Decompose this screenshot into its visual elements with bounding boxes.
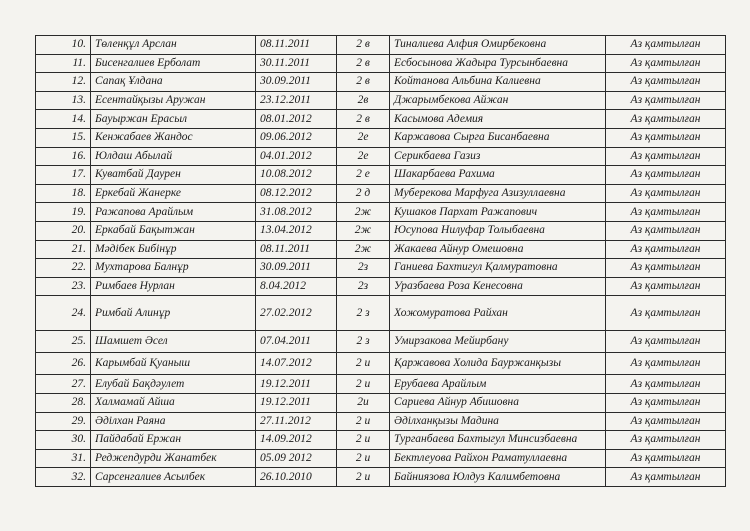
roster-body <box>36 36 726 487</box>
birth-date: 10.08.2012 <box>256 166 337 185</box>
table-row <box>36 184 726 203</box>
birth-date: 26.10.2010 <box>256 468 337 487</box>
student-roster-table <box>35 35 726 487</box>
student-name: Сапақ Ұлдана <box>91 73 256 92</box>
status-label: Аз қамтылған <box>606 259 726 278</box>
student-name: Ражапова Арайлым <box>91 203 256 222</box>
student-name: Юлдаш Абылай <box>91 147 256 166</box>
student-name: Пайдабай Ержан <box>91 431 256 450</box>
student-name: Есентайқызы Аружан <box>91 91 256 110</box>
class-label: 2 з <box>337 331 390 353</box>
student-name: Реджепдурди Жанатбек <box>91 449 256 468</box>
teacher-name: Каржавова Сырга Бисанбаевна <box>390 128 606 147</box>
class-label: 2 д <box>337 184 390 203</box>
teacher-name: Ерубаева Арайлым <box>390 375 606 394</box>
student-name: Мәдібек Бибінұр <box>91 240 256 259</box>
birth-date: 14.09.2012 <box>256 431 337 450</box>
row-number: 12. <box>36 73 91 92</box>
class-label: 2з <box>337 259 390 278</box>
birth-date: 08.11.2011 <box>256 36 337 55</box>
status-label: Аз қамтылған <box>606 36 726 55</box>
student-name: Халмамай Айша <box>91 393 256 412</box>
row-number: 21. <box>36 240 91 259</box>
table-row <box>36 110 726 129</box>
table-row <box>36 331 726 353</box>
class-label: 2ж <box>337 240 390 259</box>
table-row <box>36 412 726 431</box>
status-label: Аз қамтылған <box>606 91 726 110</box>
teacher-name: Сариева Айнур Абишовна <box>390 393 606 412</box>
row-number: 30. <box>36 431 91 450</box>
row-number: 14. <box>36 110 91 129</box>
class-label: 2ж <box>337 221 390 240</box>
row-number: 29. <box>36 412 91 431</box>
table-row <box>36 296 726 331</box>
status-label: Аз қамтылған <box>606 393 726 412</box>
table-row <box>36 91 726 110</box>
class-label: 2 в <box>337 73 390 92</box>
birth-date: 8.04.2012 <box>256 277 337 296</box>
status-label: Аз қамтылған <box>606 203 726 222</box>
student-name: Римбай Алинұр <box>91 296 256 331</box>
table-row <box>36 449 726 468</box>
teacher-name: Хожомуратова Райхан <box>390 296 606 331</box>
status-label: Аз қамтылған <box>606 110 726 129</box>
row-number: 31. <box>36 449 91 468</box>
class-label: 2и <box>337 393 390 412</box>
birth-date: 04.01.2012 <box>256 147 337 166</box>
status-label: Аз қамтылған <box>606 353 726 375</box>
student-name: Мухтарова Балнұр <box>91 259 256 278</box>
table-row <box>36 393 726 412</box>
row-number: 19. <box>36 203 91 222</box>
row-number: 23. <box>36 277 91 296</box>
table-row <box>36 259 726 278</box>
status-label: Аз қамтылған <box>606 184 726 203</box>
table-row <box>36 277 726 296</box>
teacher-name: Есбосынова Жадыра Турсынбаевна <box>390 54 606 73</box>
birth-date: 27.11.2012 <box>256 412 337 431</box>
class-label: 2 в <box>337 54 390 73</box>
class-label: 2 в <box>337 110 390 129</box>
teacher-name: Джарымбекова Айжан <box>390 91 606 110</box>
student-name: Елубай Бақдәулет <box>91 375 256 394</box>
table-row <box>36 73 726 92</box>
teacher-name: Бектлеуова Райхон Раматуллаевна <box>390 449 606 468</box>
status-label: Аз қамтылған <box>606 468 726 487</box>
birth-date: 08.11.2011 <box>256 240 337 259</box>
status-label: Аз қамтылған <box>606 147 726 166</box>
class-label: 2 и <box>337 375 390 394</box>
teacher-name: Жакаева Айнур Омешовна <box>390 240 606 259</box>
table-row <box>36 54 726 73</box>
table-row <box>36 240 726 259</box>
row-number: 25. <box>36 331 91 353</box>
student-name: Бауыржан Ерасыл <box>91 110 256 129</box>
status-label: Аз қамтылған <box>606 277 726 296</box>
teacher-name: Серикбаева Газиз <box>390 147 606 166</box>
student-name: Римбаев Нурлан <box>91 277 256 296</box>
row-number: 22. <box>36 259 91 278</box>
birth-date: 30.11.2011 <box>256 54 337 73</box>
birth-date: 13.04.2012 <box>256 221 337 240</box>
student-name: Еркабай Бақытжан <box>91 221 256 240</box>
birth-date: 19.12.2011 <box>256 375 337 394</box>
class-label: 2е <box>337 128 390 147</box>
student-name: Әділхан Раяна <box>91 412 256 431</box>
row-number: 20. <box>36 221 91 240</box>
row-number: 10. <box>36 36 91 55</box>
row-number: 26. <box>36 353 91 375</box>
class-label: 2 з <box>337 296 390 331</box>
status-label: Аз қамтылған <box>606 331 726 353</box>
row-number: 18. <box>36 184 91 203</box>
teacher-name: Юсупова Нилуфар Толыбаевна <box>390 221 606 240</box>
table-row <box>36 468 726 487</box>
row-number: 17. <box>36 166 91 185</box>
teacher-name: Әділханқызы Мадина <box>390 412 606 431</box>
class-label: 2 и <box>337 468 390 487</box>
teacher-name: Койтанова Альбина Калиевна <box>390 73 606 92</box>
status-label: Аз қамтылған <box>606 240 726 259</box>
table-row <box>36 353 726 375</box>
birth-date: 14.07.2012 <box>256 353 337 375</box>
row-number: 15. <box>36 128 91 147</box>
class-label: 2е <box>337 147 390 166</box>
row-number: 13. <box>36 91 91 110</box>
row-number: 28. <box>36 393 91 412</box>
birth-date: 30.09.2011 <box>256 259 337 278</box>
table-row <box>36 221 726 240</box>
class-label: 2 е <box>337 166 390 185</box>
status-label: Аз қамтылған <box>606 296 726 331</box>
table-row <box>36 128 726 147</box>
status-label: Аз қамтылған <box>606 166 726 185</box>
birth-date: 27.02.2012 <box>256 296 337 331</box>
teacher-name: Тиналиева Алфия Омирбековна <box>390 36 606 55</box>
class-label: 2 и <box>337 449 390 468</box>
student-name: Кенжабаев Жандос <box>91 128 256 147</box>
teacher-name: Қаржавова Холида Бауржанқызы <box>390 353 606 375</box>
teacher-name: Кушаков Пархат Ражапович <box>390 203 606 222</box>
table-row <box>36 166 726 185</box>
teacher-name: Умирзакова Мейирбану <box>390 331 606 353</box>
teacher-name: Байниязова Юлдуз Калимбетовна <box>390 468 606 487</box>
status-label: Аз қамтылған <box>606 431 726 450</box>
birth-date: 07.04.2011 <box>256 331 337 353</box>
status-label: Аз қамтылған <box>606 412 726 431</box>
birth-date: 08.01.2012 <box>256 110 337 129</box>
row-number: 11. <box>36 54 91 73</box>
class-label: 2 в <box>337 36 390 55</box>
table-row <box>36 147 726 166</box>
row-number: 16. <box>36 147 91 166</box>
birth-date: 30.09.2011 <box>256 73 337 92</box>
birth-date: 19.12.2011 <box>256 393 337 412</box>
teacher-name: Турганбаева Бахтыгул Минсизбаевна <box>390 431 606 450</box>
class-label: 2 и <box>337 412 390 431</box>
class-label: 2з <box>337 277 390 296</box>
birth-date: 09.06.2012 <box>256 128 337 147</box>
class-label: 2 и <box>337 353 390 375</box>
student-name: Бисенгалиев Ерболат <box>91 54 256 73</box>
status-label: Аз қамтылған <box>606 449 726 468</box>
student-name: Төленқұл Арслан <box>91 36 256 55</box>
table-row <box>36 36 726 55</box>
class-label: 2в <box>337 91 390 110</box>
row-number: 32. <box>36 468 91 487</box>
birth-date: 31.08.2012 <box>256 203 337 222</box>
birth-date: 23.12.2011 <box>256 91 337 110</box>
class-label: 2 и <box>337 431 390 450</box>
teacher-name: Шакарбаева Рахима <box>390 166 606 185</box>
student-name: Еркебай Жанерке <box>91 184 256 203</box>
student-name: Карымбай Қуаныш <box>91 353 256 375</box>
table-row <box>36 203 726 222</box>
status-label: Аз қамтылған <box>606 54 726 73</box>
teacher-name: Уразбаева Роза Кенесовна <box>390 277 606 296</box>
row-number: 24. <box>36 296 91 331</box>
teacher-name: Ганиева Бахтигул Қалмуратовна <box>390 259 606 278</box>
teacher-name: Муберекова Марфуга Азизуллаевна <box>390 184 606 203</box>
table-row <box>36 431 726 450</box>
status-label: Аз қамтылған <box>606 73 726 92</box>
birth-date: 05.09 2012 <box>256 449 337 468</box>
student-name: Шамшет Әсел <box>91 331 256 353</box>
student-name: Куватбай Даурен <box>91 166 256 185</box>
student-name: Сарсенгалиев Асылбек <box>91 468 256 487</box>
table-row <box>36 375 726 394</box>
status-label: Аз қамтылған <box>606 375 726 394</box>
row-number: 27. <box>36 375 91 394</box>
class-label: 2ж <box>337 203 390 222</box>
status-label: Аз қамтылған <box>606 221 726 240</box>
status-label: Аз қамтылған <box>606 128 726 147</box>
teacher-name: Касымова Адемия <box>390 110 606 129</box>
birth-date: 08.12.2012 <box>256 184 337 203</box>
